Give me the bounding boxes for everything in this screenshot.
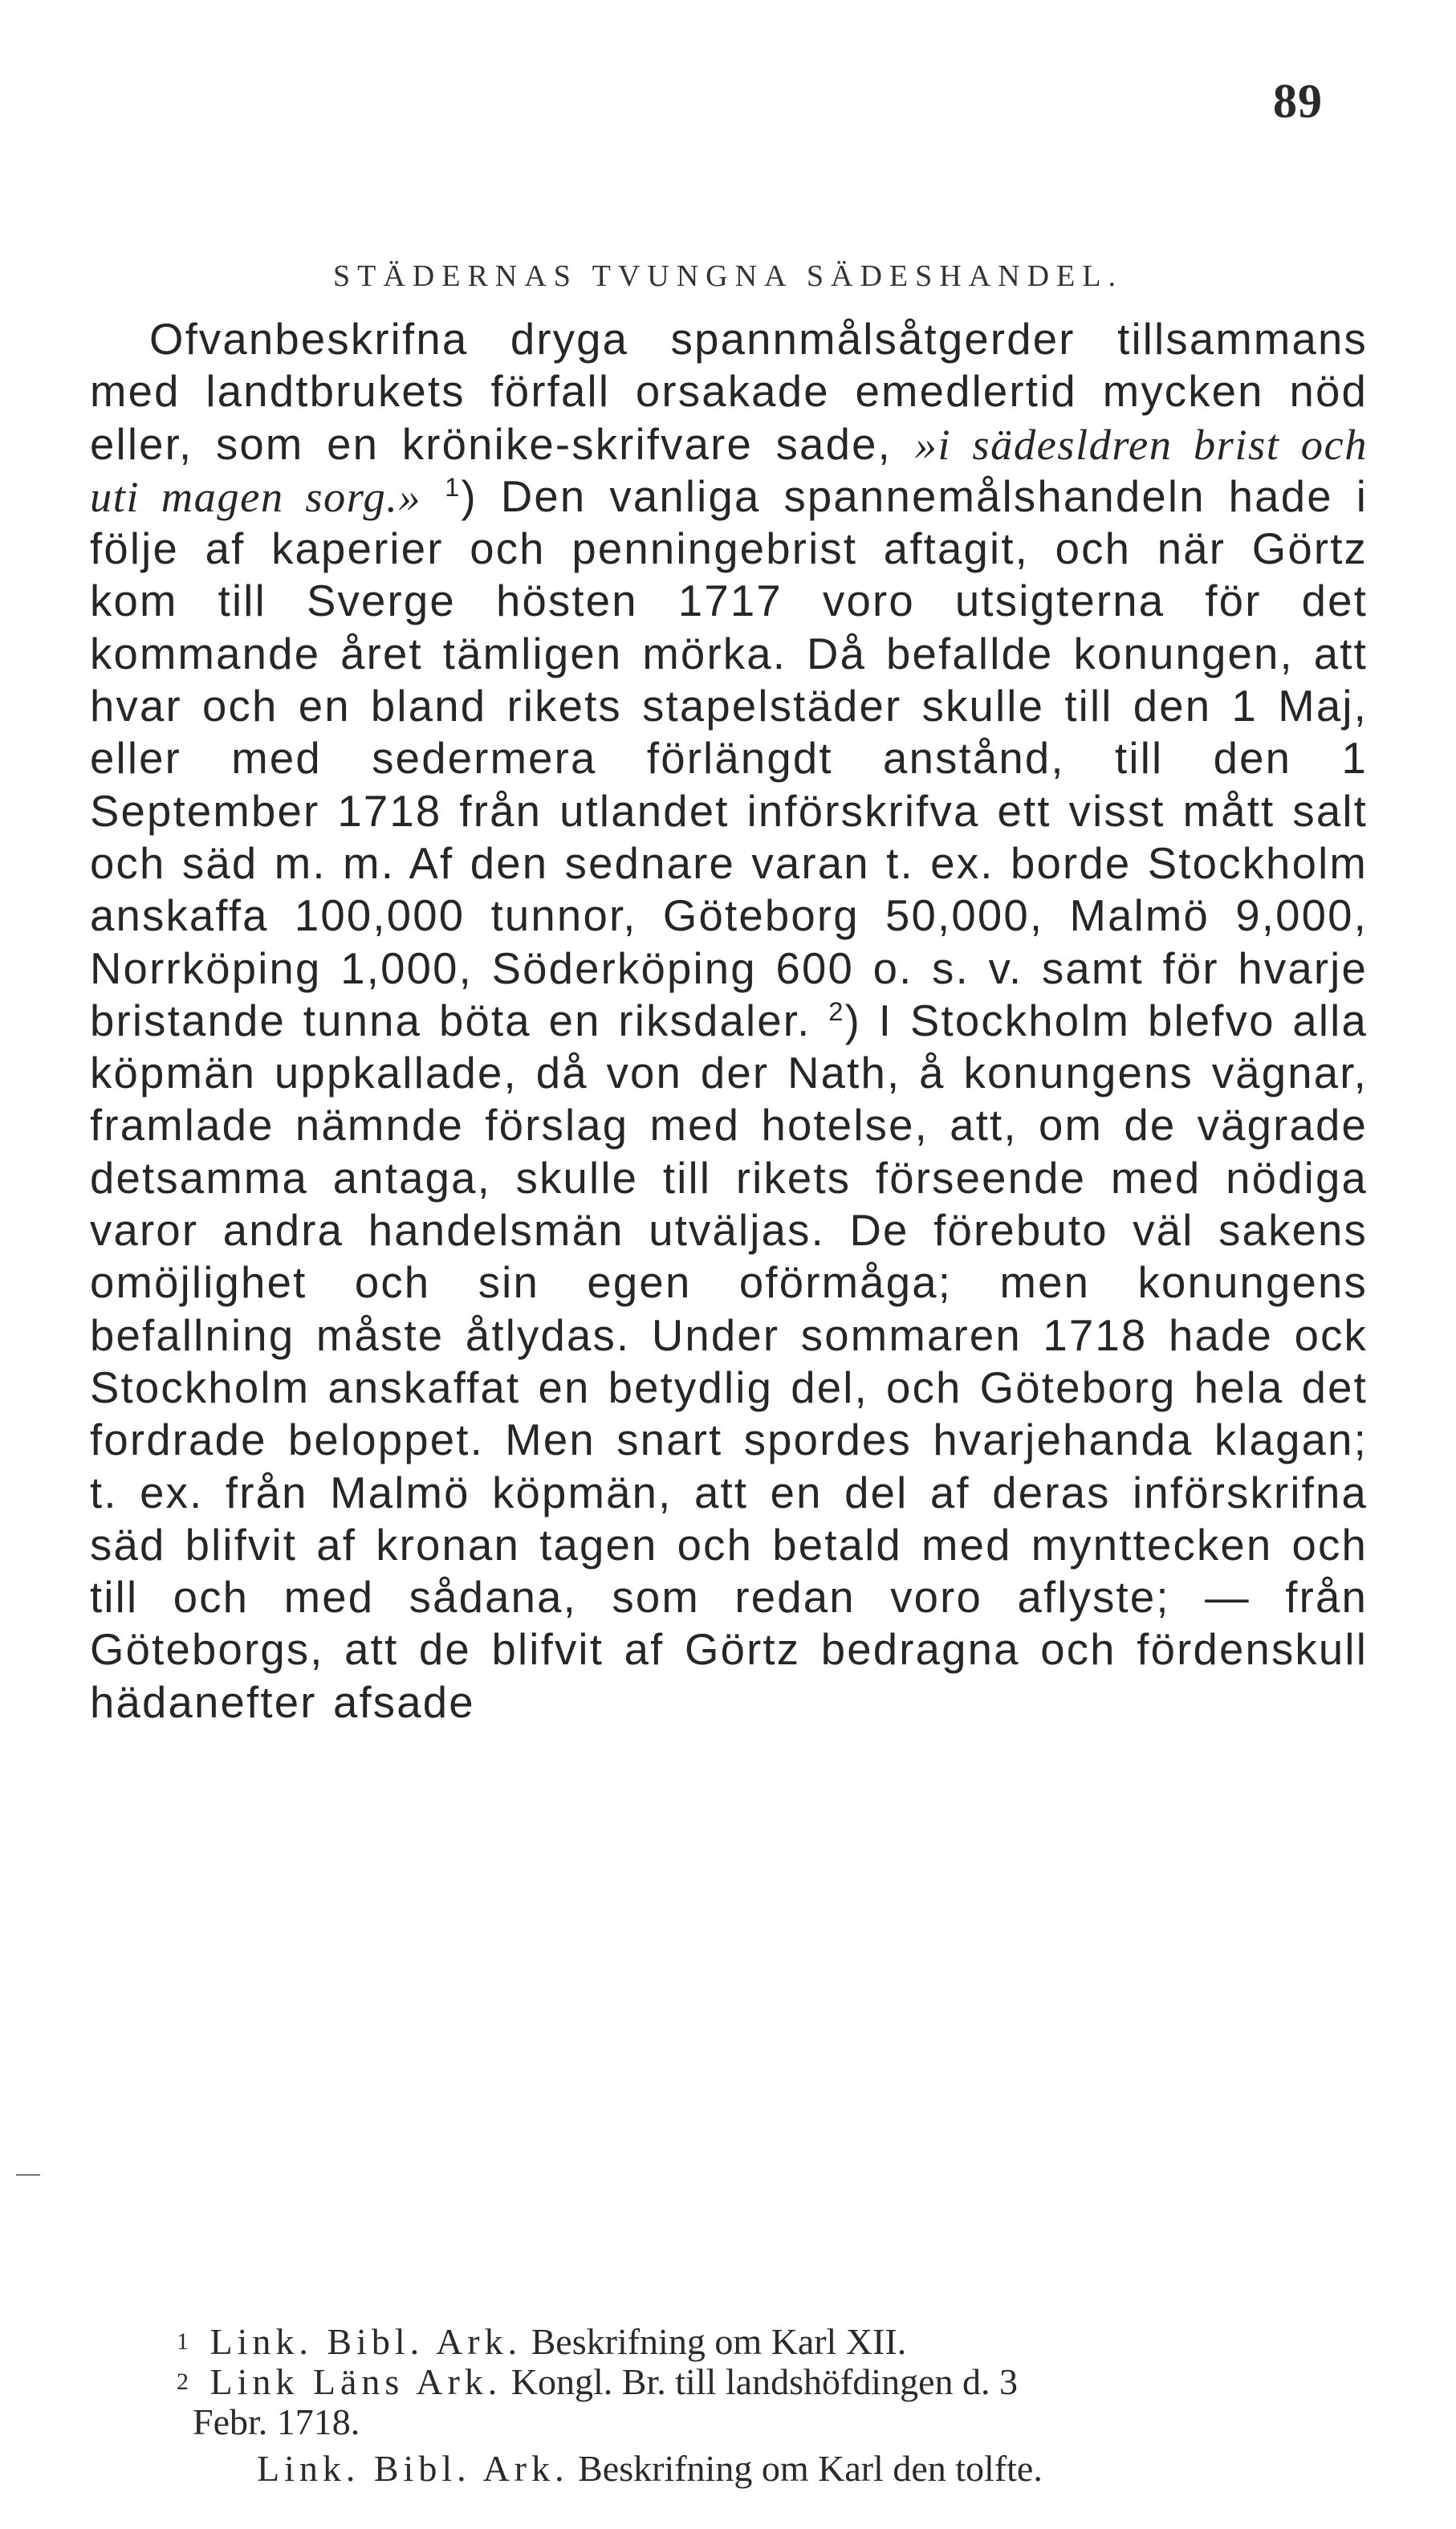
footnote-marker: 1	[177, 2328, 189, 2355]
footnote-continuation: Febr. 1718.	[193, 2401, 360, 2442]
footnotes	[177, 2322, 1356, 2489]
footnote	[177, 2322, 1356, 2362]
footnote-source: Link Läns Ark.	[209, 2361, 502, 2402]
footnote-ref: 2	[828, 996, 845, 1026]
paragraph-text: ) Den vanliga spannemålshandeln hade i följe af kaperier och penningebrist aftagit, och när Görtz kom till Sverge hösten 1717 voro utsigterna för det kommande året tämligen mörka. Då befallde konungen, att hvar och en bland rikets stapelstäder skulle till den 1 Maj, eller med sedermera förlängdt anstånd, till den 1 September 1718 från utlandet införskrifva ett visst mått salt och säd m. m. Af den sednare varan t. ex. borde Stockholm anskaffa 100,000 tunnor, Göteborg 50,000, Malmö 9,000, Norrköping 1,000, Söderköping 600 o. s. v. samt för hvarje bristande tunna böta en riksdaler.	[90, 471, 1368, 1045]
footnote-source: Link. Bibl. Ark.	[209, 2321, 523, 2362]
footnote-text: Beskrifning om Karl den tolfte.	[568, 2448, 1043, 2489]
footnote-source: Link. Bibl. Ark.	[257, 2448, 569, 2489]
body-text	[90, 313, 1368, 1729]
footnote-text: Kongl. Br. till landshöfdingen d. 3	[502, 2361, 1018, 2402]
footnote-text: Beskrifning om Karl XII.	[522, 2321, 907, 2362]
margin-mark	[16, 2174, 40, 2176]
footnote-marker: 2	[177, 2368, 189, 2395]
page-number: 89	[1273, 75, 1323, 128]
paragraph	[90, 313, 1368, 1729]
footnote	[257, 2449, 1356, 2489]
paragraph-text: ) I Stockholm blefvo alla köpmän uppkallade, då von der Nath, å konungens vägnar, framlade nämnde förslag med hotelse, att, om de vägrade detsamma antaga, skulle till rikets förseende med nödiga varor andra handelsmän utväljas. De förebuto väl sakens omöjlighet och sin egen oförmåga; men konungens befallning måste åtlydas. Under sommaren 1718 hade ock Stockholm anskaffat en betydlig del, och Göteborg hela det fordrade beloppet. Men snart spordes hvarjehanda klagan; t. ex. från Malmö köpmän, att en del af deras införskrifna säd blifvit af kronan tagen och betald med mynttecken och till och med sådana, som redan voro aflyste; — från Göteborgs, att de blifvit af Görtz bedragna och fördenskull hädanefter afsade	[90, 996, 1368, 1727]
footnote-ref: 1	[445, 471, 462, 502]
chronicle-quote: »i sädesldren brist och uti magen sorg.»	[90, 419, 1368, 521]
footnote	[177, 2362, 1356, 2402]
running-head: STÄDERNAS TVUNGNA SÄDESHANDEL.	[333, 259, 1123, 293]
paragraph-text: Ofvanbeskrifna dryga spannmålsåtgerder tillsammans med landtbrukets förfall orsakade emedlertid mycken nöd eller, som en krönike-skrifvare sade,	[90, 315, 1368, 469]
